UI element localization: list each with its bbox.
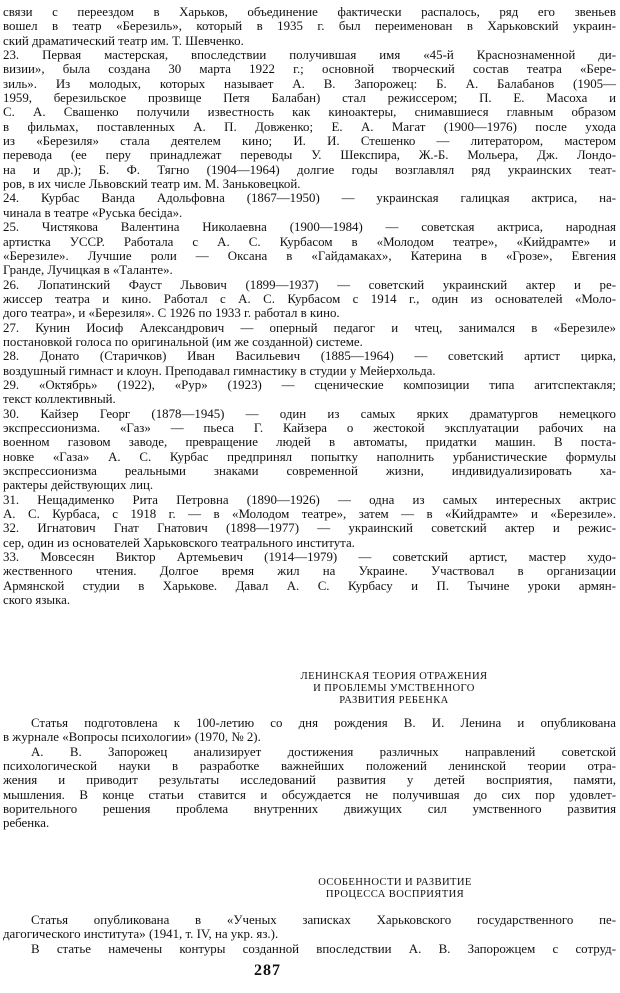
note-line: дого театра», и «Березиля». С 1926 по 1933 г. работал в кино.: [3, 306, 340, 321]
heading-line: И ПРОБЛЕМЫ УМСТВЕННОГО: [313, 683, 475, 695]
note-line: ров, в их числе Львовский театр им. М. Заньковецкой.: [3, 177, 301, 192]
note-line: Армянской студии в Харькове. Давал А. С. Курбасу и П. Тычине уроки армян-: [3, 578, 616, 593]
heading-line: ЛЕНИНСКАЯ ТЕОРИЯ ОТРАЖЕНИЯ: [300, 671, 488, 682]
note-line: С. А. Свашенко получили известность как киноактеры, снимавшиеся главным образом: [3, 105, 616, 120]
heading-line: РАЗВИТИЯ РЕБЕНКА: [339, 695, 449, 707]
note-line: 24. Курбас Ванда Адольфовна (1867—1950) — украинская галицкая актриса, на-: [3, 191, 616, 206]
text-line: психологической науки в разработке важнейших положений ленинской теории отра-: [3, 759, 616, 774]
note-line: жиссер театра и кино. Работал с А. С. Курбасом с 1914 г., один из основателей «Моло-: [3, 291, 616, 306]
section-heading: [286, 671, 502, 708]
note-line: постановкой голоса по оригинальной (им же созданной) системе.: [3, 334, 363, 349]
note-line: 26. Лопатинский Фауст Львович (1899—1937) — советский украинский актер и ре-: [3, 277, 616, 292]
note-line: воздушный гимнаст и клоун. Преподавал гимнастику в студии у Мейерхольда.: [3, 363, 436, 378]
note-line: 27. Кунин Иосиф Александрович — оперный педагог и чтец, занимался в «Березиле»: [3, 320, 616, 335]
note-line: перевода (ее перу принадлежат переводы У. Шекспира, Ж.-Б. Мольера, Дж. Лондо-: [3, 148, 616, 163]
note-line: 28. Донато (Старичков) Иван Васильевич (1885—1964) — советский артист цирка,: [3, 349, 616, 364]
note-line: 33. Мовсесян Виктор Артемьевич (1914—1979) — советский артист, мастер худо-: [3, 550, 616, 565]
text-line: ребенка.: [3, 816, 50, 831]
text-line: Статья опубликована в «Ученых записках Харьковского государственного пе-: [31, 913, 616, 927]
note-line: артистка УССР. Работала с А. С. Курбасом в «Молодом театре», «Кийдрамте» и: [3, 234, 616, 249]
note-line: 25. Чистякова Валентина Николаевна (1900—1984) — советская актриса, народная: [3, 220, 616, 235]
note-line: экспрессионизма. «Газ» — пьеса Г. Кайзера о жестокой эксплуатации рабочих на: [3, 420, 616, 435]
text-line: в журнале «Вопросы психологии» (1970, № 2).: [3, 730, 261, 745]
text-line: А. В. Запорожец анализирует достижения различных направлений советской: [31, 744, 616, 759]
note-line: 29. «Октябрь» (1922), «Рур» (1923) — сценические композиции типа агитспектакля;: [3, 377, 616, 392]
note-line: Гранде, Лучицкая в «Таланте».: [3, 263, 173, 278]
note-line: А. С. Курбаса, с 1918 г. — в «Молодом театре», затем — в «Кийдрамте» и «Березиле».: [3, 507, 616, 522]
note-line: чинала в театре «Руська бесіда».: [3, 205, 183, 220]
note-line: визии», была создана 30 марта 1922 г.; основной творческий состав театра «Бере-: [3, 62, 616, 77]
note-line: военном газовом заводе, превращение людей в автоматы, придатки машин. В поста-: [3, 435, 616, 450]
note-line: новке «Газа» А. С. Курбас предпринял попытку наполнить урбанистические формулы: [3, 449, 616, 464]
note-line: сер, один из основателей Харьковского театрального института.: [3, 535, 355, 550]
note-line: вошел в театр «Березиль», который в 1935 г. был переименован в Харьковский украин-: [3, 19, 616, 34]
note-line: текст коллективный.: [3, 392, 116, 407]
heading-line: ОСОБЕННОСТИ И РАЗВИТИЕ: [318, 877, 472, 888]
note-line: 31. Нещадименко Рита Петровна (1890—1926) — одна из самых интересных актрис: [3, 492, 616, 507]
note-line: 23. Первая мастерская, впоследствии получившая имя «45-й Краснознаменной ди-: [3, 48, 616, 63]
endnotes: [3, 5, 616, 607]
section-heading: [300, 877, 490, 901]
section-text: [3, 716, 616, 831]
heading-line: ПРОЦЕССА ВОСПРИЯТИЯ: [325, 889, 465, 901]
note-line: экспрессионизма реальными знаками современной жизни, индивидуализировать ха-: [3, 464, 616, 478]
section-text: [3, 913, 616, 956]
text-line: дагогического института» (1941, т. IV, на укр. яз.).: [3, 927, 279, 942]
note-line: в фильмах, поставленных А. П. Довженко; Е. А. Магат (1900—1976) после ухода: [3, 119, 616, 134]
text-line: жения и приводит результаты исследований развития у детей восприятия, памяти,: [3, 773, 616, 788]
note-line: жественного чтения. Долгое время жил на Украине. Участвовал в организации: [3, 564, 616, 579]
note-line: из «Березиля» стала деятелем кино; И. И. Стешенко — литератором, мастером: [3, 134, 616, 149]
text-line: Статья подготовлена к 100-летию со дня рождения В. И. Ленина и опубликована: [31, 716, 616, 730]
note-line: ский драматический театр им. Т. Шевченко.: [3, 33, 244, 48]
note-line: «Березиле». Лучшие роли — Оксана в «Гайдамаках», Катерина в «Грозе», Евгения: [3, 248, 616, 263]
text-line: мышления. В конце статьи ставится и обсуждается не получившая до сих пор удовлет-: [3, 787, 616, 802]
note-line: рактеры действующих лиц.: [3, 478, 154, 493]
note-line: на и др.); Б. Ф. Тягно (1904—1964) долгие годы возглавлял ряд украинских теат-: [3, 162, 616, 177]
note-line: зиль». Из молодых, которых называет А. В. Запорожец: Б. А. Балабанов (1905—: [3, 76, 616, 91]
text-line: В статье намечены контуры созданной впоследствии А. В. Запорожцем с сотруд-: [31, 941, 616, 956]
note-line: 32. Игнатович Гнат Гнатович (1898—1977) — украинский советский актер и режис-: [3, 521, 616, 536]
note-line: ского языка.: [3, 593, 71, 608]
note-line: связи с переездом в Харьков, объединение фактически распалось, ряд его звеньев: [3, 5, 616, 19]
page-number: 287: [254, 962, 281, 979]
note-line: 1959, березильское прозвище Петя Балабан) стал режиссером; П. Е. Масоха и: [3, 91, 616, 106]
text-line: ворительного решения проблема внутренних движущих сил умственного развития: [3, 802, 616, 817]
note-line: 30. Кайзер Георг (1878—1945) — один из самых ярких драматургов немецкого: [3, 406, 616, 421]
